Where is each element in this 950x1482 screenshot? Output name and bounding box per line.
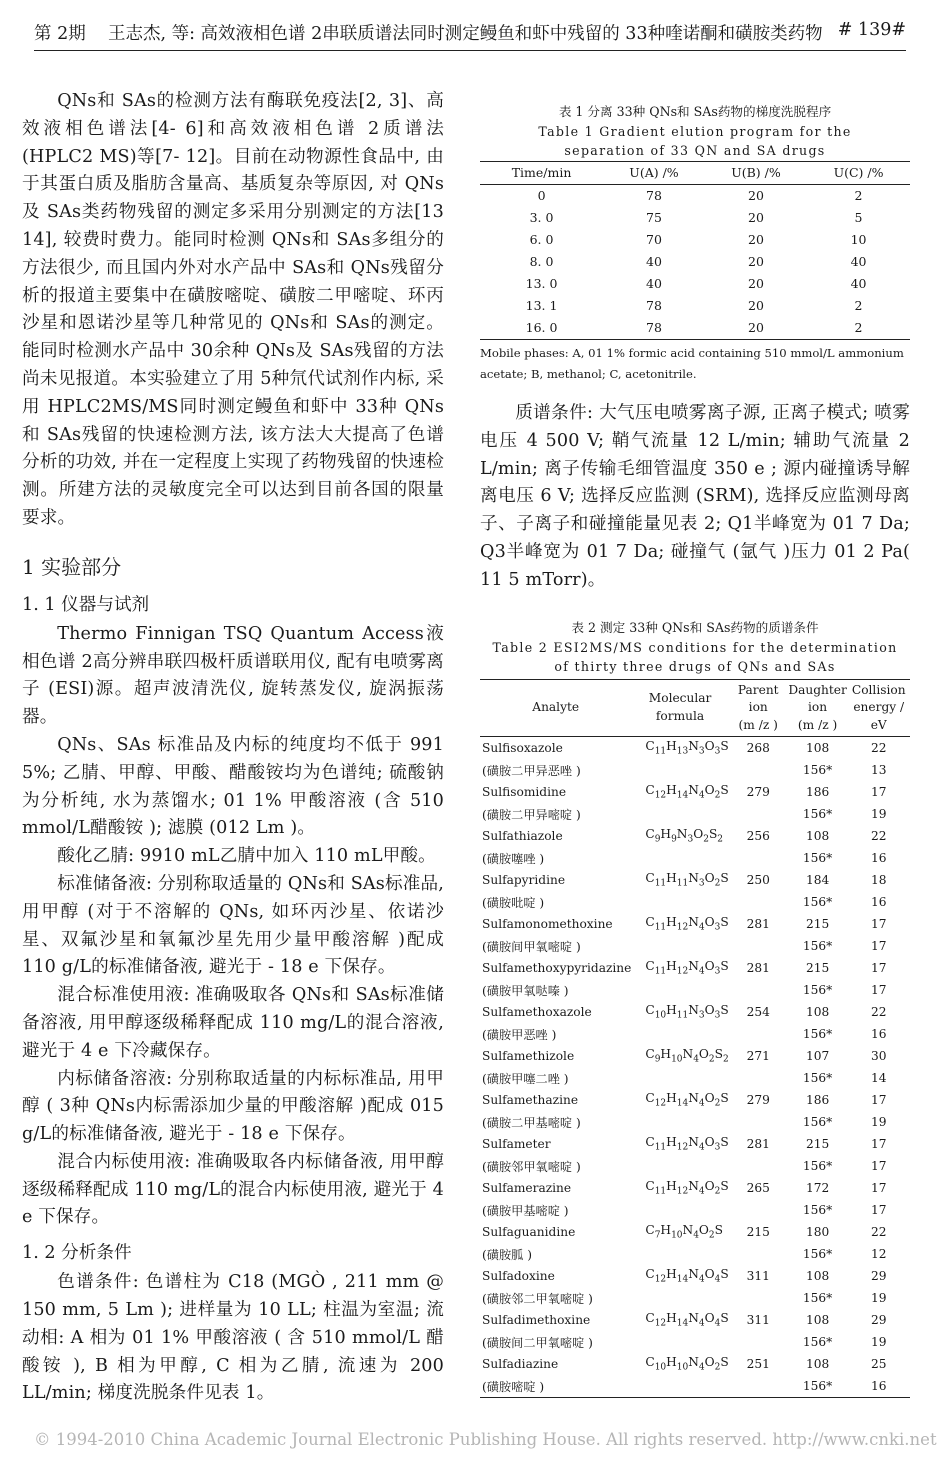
analyte-name-cn: (磺胺甲噻二唑 ) xyxy=(482,1071,569,1086)
header-rule xyxy=(34,50,906,51)
instrument-paragraph: Thermo Finnigan TSQ Quantum Access液相色谱 2高分辨串联四极杆质谱联用仪, 配有电喷雾离子 (ESI)源。超声波清洗仪, 旋转蒸发仪, 旋涡振荡器。 xyxy=(22,623,444,728)
parent-ion: 281 xyxy=(746,1137,770,1151)
table-cell: 40 xyxy=(646,276,662,291)
empty-cell xyxy=(631,935,728,957)
collision-energy: 22 xyxy=(870,1005,887,1019)
table-row xyxy=(480,781,910,803)
analyte-name-en: Sulfameter xyxy=(482,1137,551,1151)
collision-energy: 17 xyxy=(870,1093,887,1107)
table-cell: 70 xyxy=(646,232,662,247)
empty-cell xyxy=(729,935,788,957)
table-row xyxy=(480,737,910,760)
internal-standard-stock-paragraph: 内标储备溶液: 分别称取适量的内标标准品, 用甲醇 ( 3种 QNs内标需添加少量的甲酸溶解 )配成 015 g/L的标准储备液, 避光于 - 18 e 下保存。 xyxy=(22,1068,444,1145)
table-1-block xyxy=(480,102,910,385)
daughter-ion: 156* xyxy=(802,1203,833,1217)
collision-energy: 12 xyxy=(870,1247,887,1261)
subsection-1-2-title: 1. 2 分析条件 xyxy=(22,1243,132,1264)
molecular-formula: $C_{12}H_{14}N_4O_2S$ xyxy=(645,1091,729,1109)
collision-energy: 16 xyxy=(870,895,887,909)
empty-cell xyxy=(729,1155,788,1177)
running-header xyxy=(34,20,916,45)
empty-cell xyxy=(729,1199,788,1221)
table-row xyxy=(480,273,910,295)
empty-cell xyxy=(729,847,788,869)
daughter-ion: 172 xyxy=(805,1181,830,1195)
section-1-title: 1 实验部分 xyxy=(22,554,122,579)
collision-energy: 22 xyxy=(870,741,887,755)
table-row xyxy=(480,1133,910,1155)
daughter-ion: 156* xyxy=(802,1291,833,1305)
collision-energy: 16 xyxy=(870,851,887,865)
table-row xyxy=(480,935,910,957)
molecular-formula: $C_7H_{10}N_4O_2S$ xyxy=(645,1223,724,1241)
empty-cell xyxy=(631,979,728,1001)
table-row xyxy=(480,825,910,847)
table-row xyxy=(480,847,910,869)
table-cell: 20 xyxy=(748,188,764,203)
daughter-ion: 156* xyxy=(802,807,833,821)
table-cell: 78 xyxy=(646,298,662,313)
collision-energy: 17 xyxy=(870,961,887,975)
empty-cell xyxy=(631,1111,728,1133)
table-row xyxy=(480,1045,910,1067)
table-row xyxy=(480,803,910,825)
molecular-formula: $C_9H_{10}N_4O_2S_2$ xyxy=(645,1047,729,1065)
collision-energy: 30 xyxy=(870,1049,887,1063)
daughter-ion: 108 xyxy=(805,741,830,755)
analyte-name-en: Sulfamerazine xyxy=(482,1181,572,1195)
collision-energy: 18 xyxy=(870,873,887,887)
analyte-name-en: Sulfadiazine xyxy=(482,1357,559,1371)
daughter-ion: 156* xyxy=(802,763,833,777)
collision-energy: 17 xyxy=(870,939,887,953)
empty-cell xyxy=(729,891,788,913)
column-header-time: Time/min xyxy=(511,165,572,180)
empty-cell xyxy=(729,1067,788,1089)
collision-energy: 14 xyxy=(870,1071,887,1085)
chromatography-paragraph: 色谱条件: 色谱柱为 C18 (MGÒ , 211 mm @ 150 mm, 5 Lm ); 进样量为 10 LL; 柱温为室温; 流动相: A 相为 01 1% 甲酸溶液 ( 含 510 mmol/L 醋酸铵 ), B 相为甲醇, C 相为乙腈, 流速为 200 LL/min; 梯度洗脱条件见表 1。 xyxy=(22,1272,444,1404)
molecular-formula: $C_{11}H_{13}N_3O_3S$ xyxy=(645,739,729,757)
analyte-name-cn: (磺胺邻甲氧嘧啶 ) xyxy=(482,1159,581,1174)
table-header-row xyxy=(480,679,910,737)
table-cell: 78 xyxy=(646,188,662,203)
parent-ion: 279 xyxy=(746,1093,770,1107)
molecular-formula: $C_{12}H_{14}N_4O_4S$ xyxy=(645,1311,729,1329)
molecular-formula: $C_{11}H_{12}N_4O_3S$ xyxy=(645,1135,729,1153)
acidified-acetonitrile-paragraph: 酸化乙腈: 9910 mL乙腈中加入 110 mL甲酸。 xyxy=(57,846,436,867)
table-cell: 3. 0 xyxy=(529,210,554,225)
table-2-caption-cn: 表 2 测定 33种 QNs和 SAs药物的质谱条件 xyxy=(571,620,819,635)
column-header-formula: Molecular formula xyxy=(648,691,712,723)
table-cell: 78 xyxy=(646,320,662,335)
empty-cell xyxy=(631,847,728,869)
table-row xyxy=(480,1067,910,1089)
table-cell: 20 xyxy=(748,298,764,313)
table-row xyxy=(480,1089,910,1111)
empty-cell xyxy=(631,1287,728,1309)
daughter-ion: 156* xyxy=(802,1071,833,1085)
empty-cell xyxy=(631,803,728,825)
table-cell: 40 xyxy=(850,254,867,269)
table-row xyxy=(480,1353,910,1375)
gradient-table xyxy=(480,161,910,340)
parent-ion: 311 xyxy=(746,1313,770,1327)
empty-cell xyxy=(631,1155,728,1177)
parent-ion: 215 xyxy=(746,1225,770,1239)
analyte-name-cn: (磺胺吡啶 ) xyxy=(482,895,545,910)
analyte-name-en: Sulfisomidine xyxy=(482,785,567,799)
parent-ion: 279 xyxy=(746,785,770,799)
table-row xyxy=(480,1265,910,1287)
empty-cell xyxy=(729,979,788,1001)
daughter-ion: 156* xyxy=(802,1027,833,1041)
table-cell: 13. 0 xyxy=(525,276,558,291)
daughter-ion: 156* xyxy=(802,1247,833,1261)
table-cell: 6. 0 xyxy=(529,232,554,247)
daughter-ion: 156* xyxy=(802,1115,833,1129)
daughter-ion: 156* xyxy=(802,1335,833,1349)
analyte-name-cn: (磺胺嘧啶 ) xyxy=(482,1379,545,1394)
table-row xyxy=(480,1001,910,1023)
table-row xyxy=(480,1331,910,1353)
collision-energy: 19 xyxy=(870,1115,887,1129)
parent-ion: 265 xyxy=(746,1181,770,1195)
molecular-formula: $C_{11}H_{11}N_3O_2S$ xyxy=(645,871,729,889)
parent-ion: 281 xyxy=(746,961,770,975)
column-header-a: U(A) /% xyxy=(629,165,679,180)
table-row xyxy=(480,891,910,913)
analyte-name-en: Sulfamonomethoxine xyxy=(482,917,613,931)
table-cell: 20 xyxy=(748,232,764,247)
table-row xyxy=(480,317,910,340)
daughter-ion: 108 xyxy=(805,829,830,843)
empty-cell xyxy=(631,891,728,913)
analyte-name-cn: (磺胺二甲异恶唑 ) xyxy=(482,763,581,778)
parent-ion: 268 xyxy=(746,741,770,755)
daughter-ion: 107 xyxy=(805,1049,830,1063)
table-cell: 20 xyxy=(748,254,764,269)
table-cell: 2 xyxy=(854,298,863,313)
table-cell: 13. 1 xyxy=(525,298,558,313)
daughter-ion: 180 xyxy=(805,1225,830,1239)
collision-energy: 17 xyxy=(870,785,887,799)
subsection-1-1-title: 1. 1 仪器与试剂 xyxy=(22,594,150,615)
empty-cell xyxy=(729,803,788,825)
analyte-name-en: Sulfadoxine xyxy=(482,1269,555,1283)
daughter-ion: 184 xyxy=(805,873,830,887)
analyte-name-cn: (磺胺甲恶唑 ) xyxy=(482,1027,557,1042)
molecular-formula: $C_{11}H_{12}N_4O_3S$ xyxy=(645,915,729,933)
column-header-daughter-ion: Daughter ion (m /z ) xyxy=(788,682,847,732)
table-row xyxy=(480,1023,910,1045)
daughter-ion: 215 xyxy=(805,1137,830,1151)
parent-ion: 256 xyxy=(746,829,770,843)
collision-energy: 17 xyxy=(870,983,887,997)
collision-energy: 29 xyxy=(870,1313,887,1327)
analyte-name-en: Sulfamethizole xyxy=(482,1049,575,1063)
collision-energy: 17 xyxy=(870,917,887,931)
daughter-ion: 156* xyxy=(802,1159,833,1173)
empty-cell xyxy=(631,1199,728,1221)
table-cell: 16. 0 xyxy=(525,320,558,335)
copyright-footer: © 1994-2010 China Academic Journal Electronic Publishing House. All rights reserved. http://www.cnki.net xyxy=(34,1430,937,1449)
table-row xyxy=(480,1287,910,1309)
analyte-name-cn: (磺胺间二甲氧嘧啶 ) xyxy=(482,1335,593,1350)
table-cell: 20 xyxy=(748,320,764,335)
empty-cell xyxy=(631,1331,728,1353)
table-cell: 2 xyxy=(854,320,863,335)
collision-energy: 22 xyxy=(870,1225,887,1239)
parent-ion: 251 xyxy=(746,1357,770,1371)
collision-energy: 16 xyxy=(870,1379,887,1393)
empty-cell xyxy=(631,759,728,781)
analyte-name-en: Sulfaguanidine xyxy=(482,1225,576,1239)
intro-paragraph: QNs和 SAs的检测方法有酶联免疫法[2, 3]、高效液相色谱法[4- 6]和高效液相色谱 2质谱法 (HPLC2 MS)等[7- 12]。目前在动物源性食品中, 由于其蛋白质及脂肪含量高、基质复杂等原因, 对 QNs及 SAs类药物残留的测定多采用分别测定的方法[13 14], 较费时费力。能同时检测 QNs和 SAs多组分的方法很少, 而且国内外对水产品中 SAs和 QNs残留分析的报道主要集中在磺胺嘧啶、磺胺二甲嘧啶、环丙沙星和恩诺沙星等几种常见的 QNs和 SAs的测定。能同时检测水产品中 30余种 QNs及 SAs残留的方法尚未见报道。本实验建立了用 5种氘代试剂作内标, 采用 HPLC2MS/MS同时测定鳗鱼和虾中 33种 QNs和 SAs残留的快速检测方法, 该方法大大提高了色谱分析的功效, 并在一定程度上实现了药物残留的快速检测。所建方法的灵敏度完全可以达到目前各国的限量要求。 xyxy=(22,91,444,528)
page-number: # 139# xyxy=(837,20,906,40)
daughter-ion: 108 xyxy=(805,1269,830,1283)
collision-energy: 17 xyxy=(870,1181,887,1195)
table-row xyxy=(480,1221,910,1243)
molecular-formula: $C_{11}H_{12}N_4O_3S$ xyxy=(645,959,729,977)
table-cell: 20 xyxy=(748,210,764,225)
left-column xyxy=(22,88,444,1408)
daughter-ion: 215 xyxy=(805,917,830,931)
empty-cell xyxy=(631,1243,728,1265)
table-row xyxy=(480,1199,910,1221)
daughter-ion: 108 xyxy=(805,1005,830,1019)
analyte-name-cn: (磺胺间甲氧嘧啶 ) xyxy=(482,939,581,954)
collision-energy: 17 xyxy=(870,1203,887,1217)
analyte-name-en: Sulfathiazole xyxy=(482,829,563,843)
table-cell: 8. 0 xyxy=(529,254,554,269)
table-row xyxy=(480,229,910,251)
table-cell: 2 xyxy=(854,188,863,203)
molecular-formula: $C_{11}H_{12}N_4O_2S$ xyxy=(645,1179,729,1197)
parent-ion: 311 xyxy=(746,1269,770,1283)
daughter-ion: 108 xyxy=(805,1357,830,1371)
daughter-ion: 156* xyxy=(802,895,833,909)
parent-ion: 254 xyxy=(746,1005,770,1019)
analyte-name-en: Sulfamethoxypyridazine xyxy=(482,961,632,975)
table-row xyxy=(480,869,910,891)
collision-energy: 19 xyxy=(870,1335,887,1349)
table-row xyxy=(480,1243,910,1265)
daughter-ion: 108 xyxy=(805,1313,830,1327)
mixed-standard-paragraph: 混合标准使用液: 准确吸取各 QNs和 SAs标准储备溶液, 用甲醇逐级稀释配成 110 mg/L的混合溶液, 避光于 4 e 下冷藏保存。 xyxy=(22,985,444,1061)
table-row xyxy=(480,1375,910,1398)
analyte-name-cn: (磺胺噻唑 ) xyxy=(482,851,545,866)
molecular-formula: $C_{10}H_{11}N_3O_3S$ xyxy=(645,1003,729,1021)
table-1-caption-en-line2: separation of 33 QN and SA drugs xyxy=(564,143,826,158)
table-row xyxy=(480,1177,910,1199)
table-row xyxy=(480,184,910,207)
table-row xyxy=(480,1309,910,1331)
stock-solution-paragraph: 标准储备液: 分别称取适量的 QNs和 SAs标准品, 用甲醇 (对于不溶解的 QNs, 如环丙沙星、依诺沙星、双氟沙星和氧氟沙星先用少量甲酸溶解 )配成 110 g/L的标准储备液, 避光于 - 18 e 下保存。 xyxy=(22,873,444,978)
collision-energy: 17 xyxy=(870,1137,887,1151)
analyte-name-cn: (磺胺二甲异嘧啶 ) xyxy=(482,807,581,822)
ms-conditions-table xyxy=(480,679,910,1399)
daughter-ion: 156* xyxy=(802,1379,833,1393)
analyte-name-cn: (磺胺甲基嘧啶 ) xyxy=(482,1203,569,1218)
table-cell: 0 xyxy=(537,188,546,203)
empty-cell xyxy=(729,1023,788,1045)
ms-conditions-paragraph: 质谱条件: 大气压电喷雾离子源, 正离子模式; 喷雾电压 4 500 V; 鞘气流量 12 L/min; 辅助气流量 2 L/min; 离子传输毛细管温度 350 e ; 源内碰撞诱导解离电压 6 V; 选择反应监测 (SRM), 选择反应监测母离子、子离子和碰撞能量见表 2; Q1半峰宽为 01 7 Da; Q3半峰宽为 01 7 Da; 碰撞气 (氩气 )压力 01 2 Pa( 11 5 mTorr)。 xyxy=(480,403,910,590)
empty-cell xyxy=(631,1023,728,1045)
empty-cell xyxy=(729,759,788,781)
table-row xyxy=(480,295,910,317)
molecular-formula: $C_{12}H_{14}N_4O_4S$ xyxy=(645,1267,729,1285)
analyte-name-cn: (磺胺二甲基嘧啶 ) xyxy=(482,1115,581,1130)
analyte-name-cn: (磺胺邻二甲氧嘧啶 ) xyxy=(482,1291,593,1306)
collision-energy: 17 xyxy=(870,1159,887,1173)
column-header-parent-ion: Parent ion (m /z ) xyxy=(737,682,779,732)
empty-cell xyxy=(729,1375,788,1398)
table-row xyxy=(480,1111,910,1133)
collision-energy: 25 xyxy=(870,1357,887,1371)
daughter-ion: 215 xyxy=(805,961,830,975)
table-cell: 40 xyxy=(850,276,867,291)
molecular-formula: $C_9H_9N_3O_2S_2$ xyxy=(645,827,724,845)
table-1-caption-cn: 表 1 分离 33种 QNs和 SAs药物的梯度洗脱程序 xyxy=(558,104,832,119)
collision-energy: 16 xyxy=(870,1027,887,1041)
empty-cell xyxy=(729,1287,788,1309)
daughter-ion: 156* xyxy=(802,939,833,953)
table-cell: 10 xyxy=(850,232,867,247)
collision-energy: 19 xyxy=(870,807,887,821)
table-1-note: Mobile phases: A, 01 1% formic acid containing 510 mmol/L ammonium acetate; B, methanol; C, acetonitrile. xyxy=(480,345,904,381)
molecular-formula: $C_{12}H_{14}N_4O_2S$ xyxy=(645,783,729,801)
table-row xyxy=(480,979,910,1001)
analyte-name-en: Sulfapyridine xyxy=(482,873,566,887)
table-row xyxy=(480,207,910,229)
reagents-paragraph: QNs、SAs 标准品及内标的纯度均不低于 991 5%; 乙腈、甲醇、甲酸、醋酸铵均为色谱纯; 硫酸钠为分析纯, 水为蒸馏水; 01 1% 甲酸溶液 (含 510 mmol/L醋酸铵 ); 滤膜 (012 Lm )。 xyxy=(22,734,444,839)
daughter-ion: 156* xyxy=(802,851,833,865)
analyte-name-en: Sulfisoxazole xyxy=(482,741,563,755)
column-header-collision-energy: Collision energy / eV xyxy=(851,682,906,732)
analyte-name-en: Sulfamethoxazole xyxy=(482,1005,592,1019)
parent-ion: 271 xyxy=(746,1049,770,1063)
empty-cell xyxy=(631,1067,728,1089)
ms-conditions-table-body xyxy=(480,737,910,1398)
analyte-name-en: Sulfamethazine xyxy=(482,1093,579,1107)
column-header-c: U(C) /% xyxy=(833,165,884,180)
parent-ion: 281 xyxy=(746,917,770,931)
molecular-formula: $C_{10}H_{10}N_4O_2S$ xyxy=(645,1355,729,1373)
column-header-analyte: Analyte xyxy=(532,700,580,714)
empty-cell xyxy=(729,1331,788,1353)
daughter-ion: 186 xyxy=(805,785,830,799)
table-cell: 20 xyxy=(748,276,764,291)
table-cell: 75 xyxy=(646,210,662,225)
table-row xyxy=(480,759,910,781)
table-cell: 40 xyxy=(646,254,662,269)
collision-energy: 13 xyxy=(870,763,887,777)
table-row xyxy=(480,1155,910,1177)
collision-energy: 29 xyxy=(870,1269,887,1283)
table-header-row xyxy=(480,161,910,184)
table-row xyxy=(480,957,910,979)
table-row xyxy=(480,251,910,273)
table-1-caption-en-line1: Table 1 Gradient elution program for the xyxy=(538,123,852,139)
table-2-caption-en-line2: of thirty three drugs of QNs and SAs xyxy=(554,659,836,674)
analyte-name-cn: (磺胺甲氧哒嗪 ) xyxy=(482,983,569,998)
table-2-block xyxy=(480,618,910,1398)
daughter-ion: 186 xyxy=(805,1093,830,1107)
table-row xyxy=(480,913,910,935)
daughter-ion: 156* xyxy=(802,983,833,997)
empty-cell xyxy=(631,1375,728,1398)
analyte-name-en: Sulfadimethoxine xyxy=(482,1313,591,1327)
column-header-b: U(B) /% xyxy=(731,165,781,180)
parent-ion: 250 xyxy=(746,873,770,887)
table-cell: 5 xyxy=(854,210,863,225)
table-2-caption-en-line1: Table 2 ESI2MS/MS conditions for the determination xyxy=(492,639,898,655)
internal-standard-mixed-paragraph: 混合内标使用液: 准确吸取各内标储备液, 用甲醇逐级稀释配成 110 mg/L的混合内标使用液, 避光于 4 e 下保存。 xyxy=(22,1151,444,1228)
issue-label: 第 2期 xyxy=(34,24,86,44)
gradient-table-body xyxy=(480,184,910,339)
empty-cell xyxy=(729,1243,788,1265)
collision-energy: 19 xyxy=(870,1291,887,1305)
running-title: 王志杰, 等: 高效液相色谱 2串联质谱法同时测定鳗鱼和虾中残留的 33种喹诺酮和磺胺类药物 xyxy=(107,24,823,44)
collision-energy: 22 xyxy=(870,829,887,843)
analyte-name-cn: (磺胺胍 ) xyxy=(482,1247,532,1262)
empty-cell xyxy=(729,1111,788,1133)
